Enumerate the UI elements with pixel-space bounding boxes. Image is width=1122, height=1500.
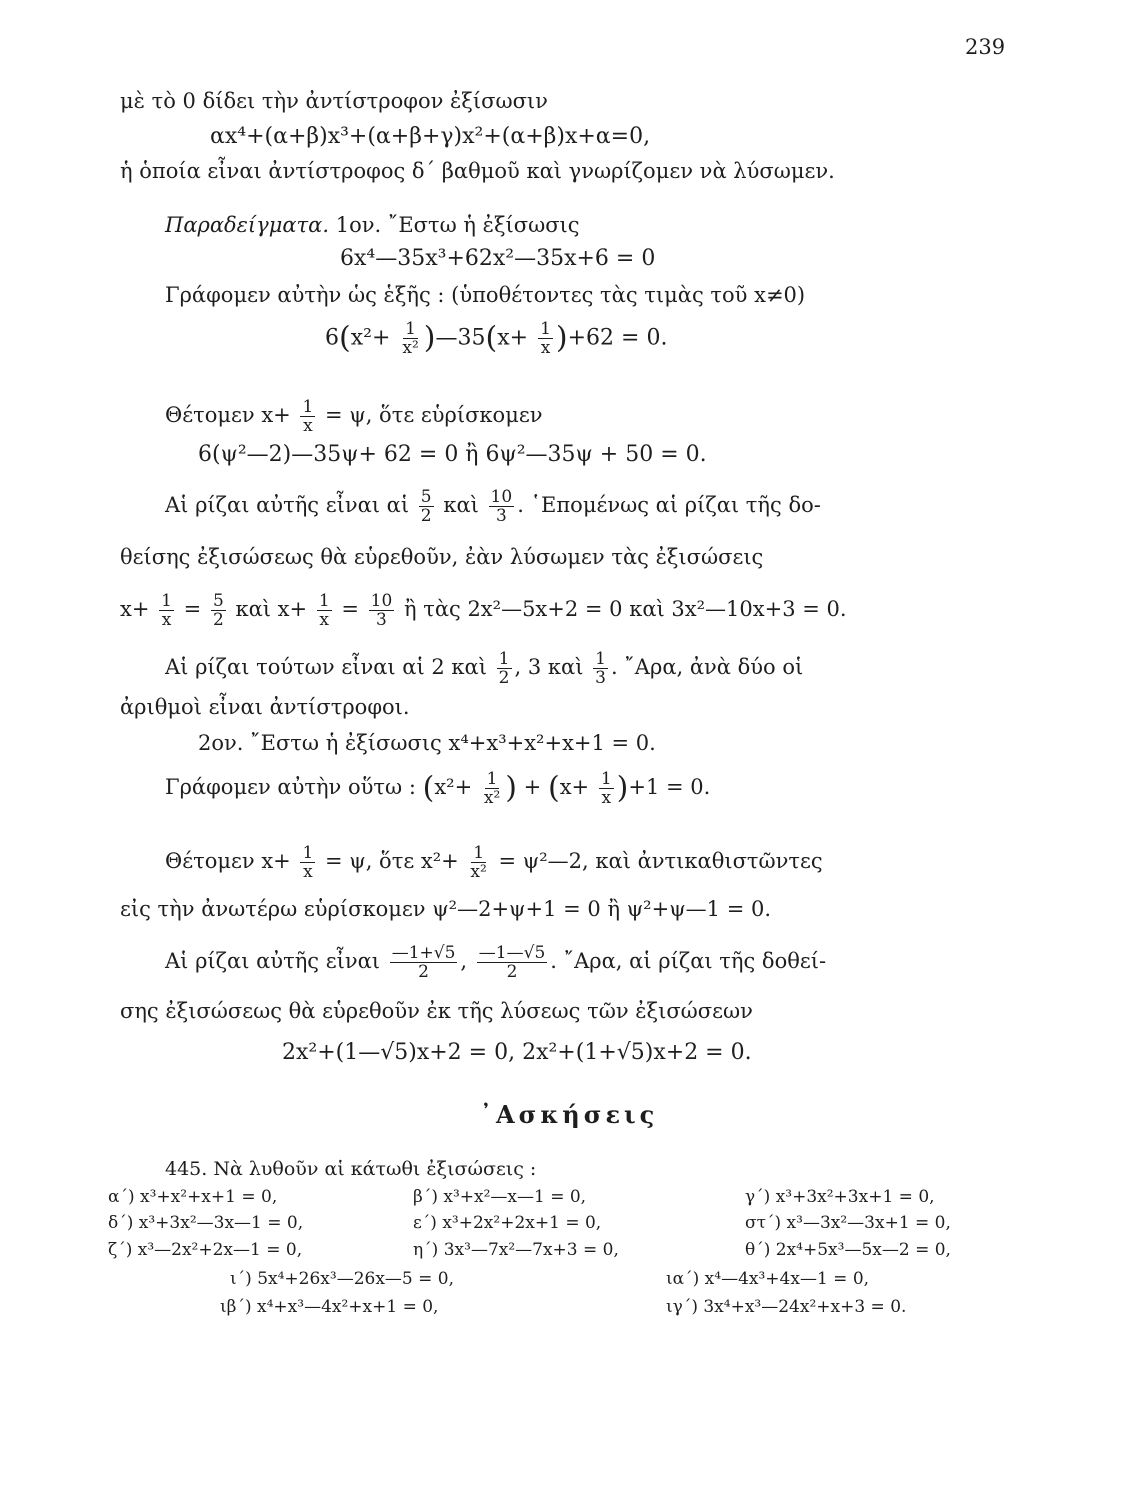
exercise-item: ιβ΄) x⁴+x³—4x²+x+1 = 0, [220,1297,439,1317]
numerator: —1—√5 [478,943,546,963]
text-part: Θέτομεν x+ [165,849,291,873]
fraction [390,944,458,981]
exercise-item: β΄) x³+x²—x—1 = 0, [413,1187,587,1207]
denominator: 3 [595,668,606,688]
exercise-item: α΄) x³+x²+x+1 = 0, [108,1187,278,1207]
numerator: 1 [405,319,416,339]
intro-line-2: ἡ ὁποία εἶναι ἀντίστροφος δ΄ βαθμοῦ καὶ γνωρίζομεν νὰ λύσωμεν. [120,159,835,183]
text-part: Γράφομεν αὐτὴν οὕτω : [165,775,416,799]
numerator: 1 [318,591,330,611]
text-part: Αἱ ρίζαι αὐτῆς εἶναι αἱ [165,493,410,517]
fraction [300,398,315,435]
example-2-intro: 2ον. ῎Εστω ἡ ἐξίσωσις x⁴+x³+x²+x+1 = 0. [198,731,656,755]
example-1-substitution [165,398,543,435]
eq-part: x+ [497,325,529,351]
fraction [489,488,515,525]
eq-part: 6 [325,325,339,351]
text-part: x+ [559,775,590,799]
numerator: 5 [212,591,224,611]
exercise-item: ε΄) x³+2x²+2x+1 = 0, [413,1213,602,1233]
example-1-rewrite-text: Γράφομεν αὐτὴν ὡς ἑξῆς : (ὑποθέτοντες τὰς τιμὰς τοῦ x≠0) [165,283,806,307]
numerator: —1+√5 [391,943,456,963]
denominator: 3 [495,506,507,526]
numerator: 10 [370,591,393,611]
fraction [599,770,614,807]
exercise-item: ιγ΄) 3x⁴+x³—24x²+x+3 = 0. [666,1297,907,1317]
example-2-rewrite: Γράφομεν αὐτὴν οὕτω : (x²+ $\frac{1}{\text{x²}}$ ) + (x+ $\frac{1}{x}$ )+1 = 0. [165,769,711,808]
page-number: 239 [965,35,1006,59]
text-part: . ῾Επομένως αἱ ρίζαι τῆς δο- [517,493,821,517]
denominator: x [601,788,612,808]
fraction [538,320,553,357]
eq-part: —35 [435,325,486,351]
numerator: 1 [595,649,606,669]
text-part: . ῎Αρα, αἱ ρίζαι τῆς δοθεί- [550,949,827,973]
numerator: 1 [473,843,485,863]
numerator: 1 [486,769,498,789]
example-1-continuation: θείσης ἐξισώσεως θὰ εὑρεθοῦν, ἐὰν λύσωμεν τὰς ἐξισώσεις [120,545,764,569]
numerator: 1 [302,843,314,863]
example-1-intro-text: 1ον. ῎Εστω ἡ ἐξίσωσις [335,213,580,237]
fraction [159,592,174,629]
exercise-item: γ΄) x³+3x²+3x+1 = 0, [745,1187,935,1207]
text-part: , [460,949,468,973]
numerator: 1 [498,649,510,669]
denominator: 2 [498,668,510,688]
denominator: x [161,610,172,630]
text-part: = [341,597,359,621]
intro-line-1: μὲ τὸ 0 δίδει τὴν ἀντίστροφον ἐξίσωσιν [120,89,548,113]
example-1-quadratic: 6(ψ²—2)—35ψ+ 62 = 0 ἢ 6ψ²—35ψ + 50 = 0. [198,442,707,467]
exercise-item: η΄) 3x³—7x²—7x+3 = 0, [413,1240,619,1260]
text-part: x+ [120,597,150,621]
denominator: x [540,338,551,358]
eq-part: x²+ [350,325,391,351]
text-part: , 3 καὶ [514,655,584,679]
denominator: 3 [376,610,387,630]
eq-part: +62 = 0. [567,325,668,351]
fraction [497,650,512,687]
example-2-substitution [165,844,823,881]
text-part: Αἱ ρίζαι τούτων εἶναι αἱ 2 καὶ [165,655,487,679]
text-part: . ῎Αρα, ἀνὰ δύο οἱ [610,655,804,679]
fraction [400,320,420,357]
example-1-rewrite-equation: 6(x²+ $\frac{1}{\text{x²}}$ )—35(x+ $\frac{1}{x}$ )+62 = 0. [325,319,668,358]
denominator: 2 [212,610,224,630]
text-part: καὶ x+ [235,597,308,621]
exercises-intro: 445. Νὰ λυθοῦν αἱ κάτωθι ἐξισώσεις : [165,1158,537,1180]
exercises-heading: ᾿Ασκήσεις [480,1100,659,1129]
text-part: Θέτομεν x+ [165,403,291,427]
numerator: 1 [302,397,314,417]
text-part: καὶ [443,493,479,517]
example-1-final-2: ἀριθμοὶ εἶναι ἀντίστροφοι. [120,695,410,719]
fraction [419,488,434,525]
denominator: x² [470,862,487,882]
numerator: 10 [490,487,513,507]
example-2-roots [165,944,826,981]
denominator: x² [483,788,501,808]
numerator: 1 [161,591,172,611]
text-part: ἢ τὰς 2x²—5x+2 = 0 καὶ 3x²—10x+3 = 0. [403,597,847,621]
fraction [317,592,332,629]
text-part: + [523,775,542,799]
text-part: = ψ²—2, καὶ ἀντικαθιστῶντες [498,849,823,873]
numerator: 1 [600,769,612,789]
fraction [468,844,488,881]
examples-label: Παραδείγματα. [165,213,330,237]
text-part: = [183,597,202,621]
text-part: +1 = 0. [628,775,711,799]
example-2-into: εἰς τὴν ἀνωτέρω εὑρίσκομεν ψ²—2+ψ+1 = 0 ἢ ψ²+ψ—1 = 0. [120,897,771,921]
denominator: 2 [420,506,432,526]
example-1-roots [165,488,821,525]
denominator: x [303,416,313,436]
text-part: Αἱ ρίζαι αὐτῆς εἶναι [165,949,381,973]
denominator: 2 [506,962,518,982]
example-1-equation: 6x⁴—35x³+62x²—35x+6 = 0 [340,246,656,271]
exercise-item: ζ΄) x³—2x²+2x—1 = 0, [108,1240,303,1260]
exercise-item: δ΄) x³+3x²—3x—1 = 0, [108,1213,304,1233]
fraction [369,592,395,629]
numerator: 5 [420,487,432,507]
denominator: x [303,862,313,882]
denominator: x [319,610,330,630]
example-2-final-equations: 2x²+(1—√5)x+2 = 0, 2x²+(1+√5)x+2 = 0. [282,1040,752,1065]
exercise-item: θ΄) 2x⁴+5x³—5x—2 = 0, [745,1240,951,1260]
denominator: x² [402,338,419,358]
text-part: x²+ [434,775,473,799]
example-1-system [120,592,847,629]
example-1-intro [165,212,580,238]
exercise-item: στ΄) x³—3x²—3x+1 = 0, [745,1213,951,1233]
exercise-item: ι΄) 5x⁴+26x³—26x—5 = 0, [230,1269,455,1289]
fraction [593,650,608,687]
example-2-continuation: σης ἐξισώσεως θὰ εὑρεθοῦν ἐκ τῆς λύσεως τῶν ἐξισώσεων [120,999,753,1023]
text-part: = ψ, ὅτε εὑρίσκομεν [324,403,543,427]
fraction [300,844,315,881]
denominator: 2 [418,962,429,982]
numerator: 1 [540,319,551,339]
fraction [477,944,547,981]
exercise-item: ια΄) x⁴—4x³+4x—1 = 0, [666,1269,870,1289]
example-1-final [165,650,803,687]
text-part: = ψ, ὅτε x²+ [324,849,459,873]
intro-equation: αx⁴+(α+β)x³+(α+β+γ)x²+(α+β)x+α=0, [210,124,651,149]
fraction [482,770,502,807]
fraction [211,592,226,629]
